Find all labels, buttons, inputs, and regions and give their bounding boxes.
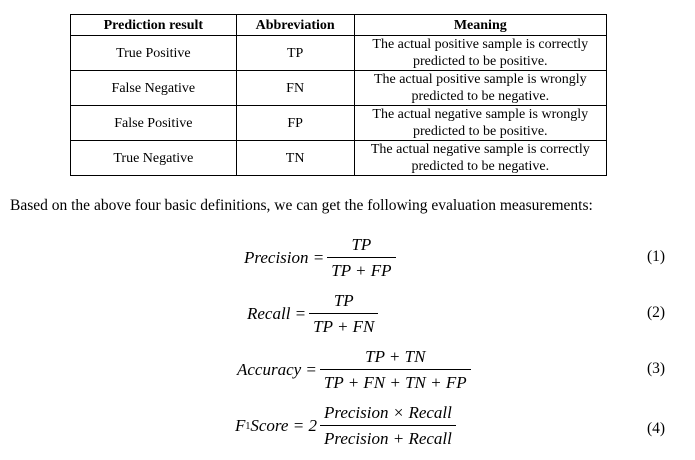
meaning-line-2: predicted to be positive. <box>413 124 548 139</box>
meaning-line-1: The actual positive sample is correctly <box>372 37 589 52</box>
intro-paragraph: Based on the above four basic definitions, we can get the following evaluation measurements: <box>10 197 593 214</box>
table-row <box>71 106 607 141</box>
header-meaning: Meaning <box>354 15 606 36</box>
row-abbreviation: TN <box>236 141 354 176</box>
table-row <box>71 71 607 106</box>
row-meaning <box>354 141 606 176</box>
numerator: TP <box>351 235 372 254</box>
fraction <box>320 347 471 393</box>
row-result: True Positive <box>71 36 237 71</box>
equation-lhs <box>235 416 317 436</box>
meaning-line-1: The actual negative sample is correctly <box>370 142 590 157</box>
denominator: Precision + Recall <box>320 425 456 449</box>
header-abbreviation: Abbreviation <box>236 15 354 36</box>
f1-rest: Score = 2 <box>250 416 317 435</box>
equation-f1-score <box>235 403 456 449</box>
equation-lhs: Accuracy = <box>237 360 317 379</box>
table-header-row <box>71 15 607 36</box>
denominator: TP + FP <box>327 257 395 281</box>
equation-number: (1) <box>647 248 666 265</box>
prediction-result-table <box>70 14 607 176</box>
meaning-line-2: predicted to be positive. <box>413 54 548 69</box>
numerator: Precision × Recall <box>323 403 452 422</box>
meaning-line-2: predicted to be negative. <box>411 89 550 104</box>
row-abbreviation: TP <box>236 36 354 71</box>
meaning-line-1: The actual negative sample is wrongly <box>372 107 589 122</box>
row-result: False Negative <box>71 71 237 106</box>
header-prediction-result: Prediction result <box>71 15 237 36</box>
equation-lhs: Recall = <box>247 304 307 323</box>
row-meaning <box>354 71 606 106</box>
f1-letter: F <box>235 416 246 435</box>
denominator: TP + FN + TN + FP <box>320 369 471 393</box>
meaning-line-2: predicted to be negative. <box>411 159 550 174</box>
numerator: TP <box>333 291 354 310</box>
row-meaning <box>354 36 606 71</box>
row-abbreviation: FP <box>236 106 354 141</box>
fraction <box>327 235 395 281</box>
meaning-line-1: The actual positive sample is wrongly <box>373 72 587 87</box>
fraction <box>309 291 378 337</box>
table-row <box>71 36 607 71</box>
row-result: False Positive <box>71 106 237 141</box>
equation-recall <box>247 291 378 337</box>
row-result: True Negative <box>71 141 237 176</box>
equation-lhs: Precision = <box>244 248 325 267</box>
equation-accuracy <box>237 347 471 393</box>
equation-precision <box>244 235 396 281</box>
row-abbreviation: FN <box>236 71 354 106</box>
table-row <box>71 141 607 176</box>
equation-number: (2) <box>647 304 666 321</box>
denominator: TP + FN <box>309 313 378 337</box>
f1-subscript: 1 <box>245 420 251 432</box>
equation-number: (4) <box>647 420 666 437</box>
row-meaning <box>354 106 606 141</box>
numerator: TP + TN <box>365 347 426 366</box>
equation-number: (3) <box>647 360 666 377</box>
fraction <box>320 403 456 449</box>
